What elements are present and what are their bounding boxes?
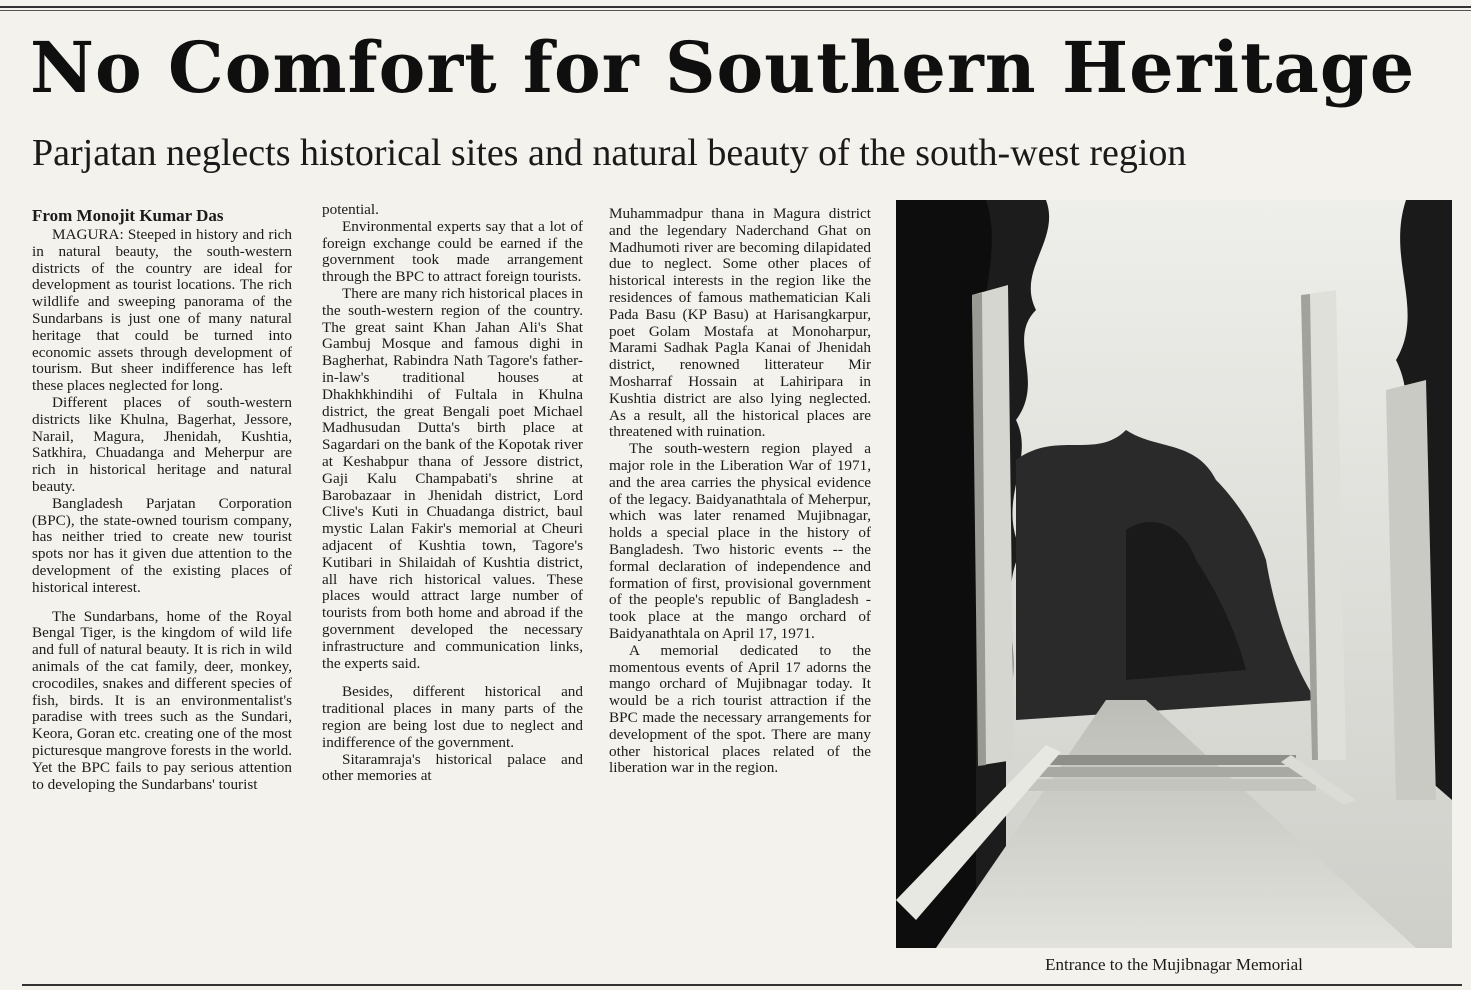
top-rule: [0, 6, 1471, 8]
paragraph: Different places of south-western districts like Khulna, Bagerhat, Jessore, Narail, Magura, Jhenidah, Kushtia, Satkhira, Chuadanga and Meherpur are rich in historical heritage and natural beauty.: [32, 393, 292, 495]
photo-caption: Entrance to the Mujibnagar Memorial: [1045, 955, 1303, 974]
paragraph: potential.: [322, 202, 379, 218]
memorial-photo-illustration: [896, 200, 1452, 948]
article-column-3: [609, 206, 871, 976]
bottom-rule: [22, 984, 1462, 986]
byline: From Monojit Kumar Das: [32, 206, 224, 225]
paragraph: Environmental experts say that a lot of foreign exchange could be earned if the government took made arrangement through the BPC to attract foreign tourists.: [322, 217, 583, 286]
subheadline: Parjatan neglects historical sites and natural beauty of the south-west region: [32, 132, 1187, 174]
paragraph: A memorial dedicated to the momentous events of April 17 adorns the mango orchard of Mujibnagar today. It would be a rich tourist attraction if the BPC made the necessary arrangements for development of the spot. There are many other historical places related of the liberation war in the region.: [609, 641, 871, 777]
paragraph: Besides, different historical and traditional places in many parts of the region are being lost due to neglect and indifference of the government.: [322, 683, 583, 751]
memorial-photo: [896, 200, 1452, 948]
article-column-2: [322, 202, 583, 972]
paragraph: There are many rich historical places in the south-western region of the country. The great saint Khan Jahan Ali's Shat Gambuj Mosque and famous dighi in Bagherhat, Rabindra Nath Tagore's father-in-law's traditional houses at Dhakhkhindihi of Fultala in Khulna district, the great Bengali poet Michael Madhusudan Dutta's birth place at Sagardari on the bank of the Kopotak river at Keshabpur thana of Jessore district, Gaji Kalu Champabati's shrine at Barobazaar in Jhenidah district, Lord Clive's Kuti in Chuadanga district, baul mystic Lalan Fakir's memorial at Cheuri adjacent of Kushtia town, Tagore's Kutibari in Shilaidah of Kushtia district, all have rich historical values. These places would attract large number of tourists from both home and abroad if the government developed the necessary infrastructure and communication links, the experts said.: [322, 284, 583, 672]
paragraph: The south-western region played a major role in the Liberation War of 1971, and the area carries the physical evidence of the legacy. Baidyanathtala of Meherpur, which was later renamed Mujibnagar, holds a special place in the history of Bangladesh. Two historic events -- the formal declaration of independence and formation of first, provisional government of the people's republic of Bangladesh - took place at the mango orchard of Baidyanathtala on April 17, 1971.: [609, 440, 871, 642]
paragraph: Bangladesh Parjatan Corporation (BPC), the state-owned tourism company, has neither tried to create new tourist spots nor has it given due attention to the development of the existing places of historical interest.: [32, 494, 292, 596]
paragraph: The Sundarbans, home of the Royal Bengal Tiger, is the kingdom of wild life and full of natural beauty. It is rich in wild animals of the cat family, deer, monkey, crocodiles, snakes and different species of fish, birds. It is an environmentalist's paradise with trees such as the Sundari, Keora, Goran etc. creating one of the most picturesque mangrove forests in the world. Yet the BPC fails to pay serious attention to developing the Sundarbans' tourist: [32, 607, 292, 793]
paragraph: MAGURA: Steeped in history and rich in natural beauty, the south-western districts of the country are ideal for development as tourist locations. The rich wildlife and sweeping panorama of the Sundarbans is just one of many natural heritage that could be turned into economic assets through development of tourism. But sheer indifference has left these places neglected for long.: [32, 226, 292, 395]
paragraph: Sitaramraja's historical palace and other memories at: [322, 750, 583, 785]
top-rule-thin: [0, 10, 1471, 11]
headline: No Comfort for Southern Heritage: [30, 26, 1416, 109]
article-column-1: [32, 205, 292, 975]
paragraph: Muhammadpur thana in Magura district and the legendary Naderchand Ghat on Madhumoti river are becoming dilapidated due to neglect. Some other places of historical interests in the region like the residences of famous mathematician Kali Pada Basu (KP Basu) at Harisangkarpur, poet Golam Mostafa at Monoharpur, Marami Sadhak Pagla Kanai of Jhenidah district, renowned litterateur Mir Mosharraf Hossain at Lahiripara in Kushtia district are also lying neglected. As a result, all the historical places are threatened with ruination.: [609, 206, 871, 441]
